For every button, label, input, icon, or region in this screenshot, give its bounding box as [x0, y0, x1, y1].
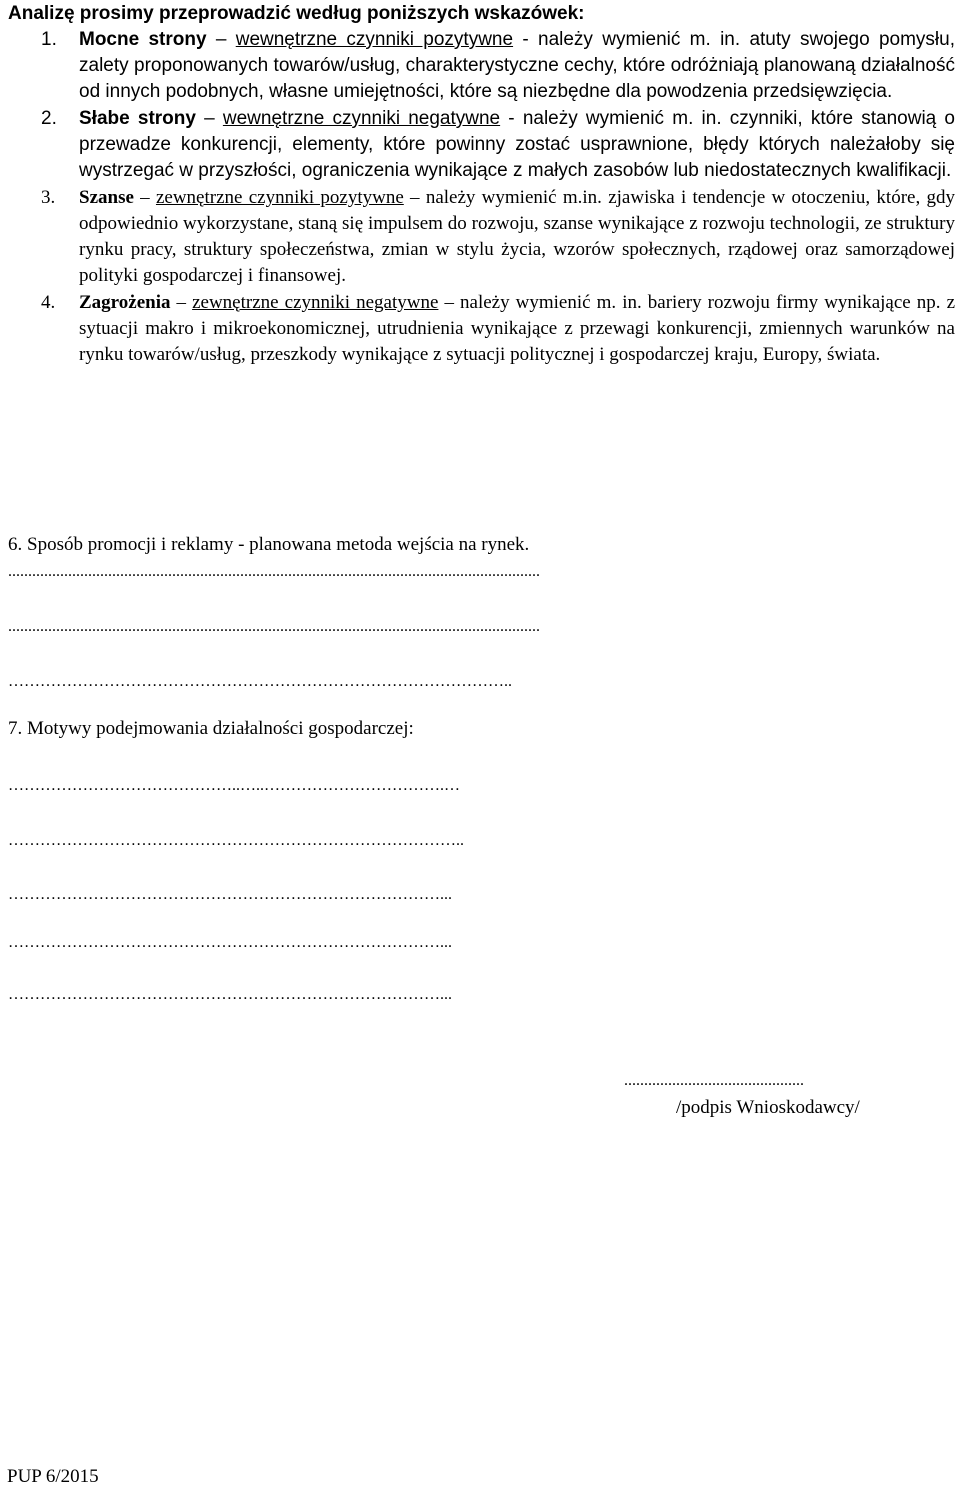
footer-code: PUP 6/2015: [7, 1466, 99, 1487]
item-description: – należy wymienić m. in. bariery rozwoju firmy wynikające np. z sytuacji makro i mikroekonomicznej, utrudnienia wynikające z przewagi konkurencji, zmiennych warunków na rynku towarów/usług, przeszkody wynikające z sytuacji politycznej i gospodarczej kraju, Europy, świata.: [79, 292, 956, 365]
answer-line[interactable]: ………………………………………………………………………...: [8, 986, 452, 1003]
item-description: – należy wymienić m.in. zjawiska i tendencje w otoczeniu, które, gdy odpowiednio wykorzystane, staną się impulsem do rozwoju, szanse wynikające z rozwoju technologii, ze struktury rynku pracy, struktury społeczeństwa, zmian w stylu życia, wzorów społecznych, rządowej oraz samorządowej polityki gospodarczej i finansowej.: [79, 187, 955, 286]
item-number: 4.: [41, 292, 56, 313]
item-category: wewnętrzne czynniki negatywne: [222, 108, 501, 129]
section-7-label: 7. Motywy podejmowania działalności gospodarczej:: [8, 718, 414, 739]
answer-line[interactable]: …………………………………………………………………………………..: [8, 673, 512, 690]
swot-item-strengths: 1. Mocne strony – wewnętrzne czynniki pozytywne - należy wymienić m. in. atuty swojego pomysłu, zalety proponowanych towarów/usług, charakterystyczne cechy, które odróżniają planowaną działalność od innych podobnych, własne umiejętności, które są niezbędne dla powodzenia przedsięwzięcia.: [41, 29, 955, 102]
swot-item-weaknesses: 2. Słabe strony – wewnętrzne czynniki negatywne - należy wymienić m. in. czynniki, które stanowią o przewadze konkurencji, elementy, które powinny zostać usprawnione, błędy których należałoby się wystrzegać w przyszłości, ograniczenia wynikające z małych zasobów lub niedostatecznych kwalifikacji.: [41, 108, 955, 181]
answer-line[interactable]: ………………………………………………………………………...: [8, 934, 452, 951]
item-number: 3.: [41, 187, 56, 208]
signature-label: /podpis Wnioskodawcy/: [676, 1097, 860, 1118]
item-heading: Szanse: [79, 187, 134, 208]
answer-line[interactable]: .....................................................................................................................................: [8, 618, 540, 635]
item-description: - należy wymienić m. in. czynniki, które stanowią o przewadze konkurencji, elementy, które powinny zostać usprawnione, błędy których należałoby się wystrzegać w przyszłości, ograniczenia wynikające z małych zasobów lub niedostatecznych kwalifikacji.: [79, 108, 955, 181]
answer-line[interactable]: ………………………………………………………………………...: [8, 886, 452, 903]
signature-line[interactable]: .............................................: [624, 1072, 804, 1089]
item-heading: Mocne strony: [79, 29, 207, 50]
item-number: 1.: [41, 29, 57, 50]
answer-line[interactable]: ……………………………………..…..…………………………….…: [8, 777, 460, 794]
item-description: - należy wymienić m. in. atuty swojego pomysłu, zalety proponowanych towarów/usług, charakterystyczne cechy, które odróżniają planowaną działalność od innych podobnych, własne umiejętności, które są niezbędne dla powodzenia przedsięwzięcia.: [79, 29, 955, 102]
answer-line[interactable]: …………………………………………………………………………..: [8, 832, 464, 849]
swot-instructions: [8, 1, 955, 368]
section-6-label: 6. Sposób promocji i reklamy - planowana metoda wejścia na rynek.: [8, 534, 530, 555]
item-category: zewnętrzne czynniki pozytywne: [155, 187, 404, 208]
answer-line[interactable]: .....................................................................................................................................: [8, 563, 540, 580]
item-heading: Zagrożenia: [79, 292, 171, 313]
item-heading: Słabe strony: [79, 108, 196, 129]
item-number: 2.: [41, 108, 57, 129]
item-category: wewnętrzne czynniki pozytywne: [235, 29, 514, 50]
instructions-title: Analizę prosimy przeprowadzić według poniższych wskazówek:: [8, 3, 585, 24]
item-category: zewnętrzne czynniki negatywne: [192, 292, 439, 313]
swot-item-opportunities: 3. Szanse – zewnętrzne czynniki pozytywne – należy wymienić m.in. zjawiska i tendencje w otoczeniu, które, gdy odpowiednio wykorzystane, staną się impulsem do rozwoju, szanse wynikające z rozwoju technologii, ze struktury rynku pracy, struktury społeczeństwa, zmian w stylu życia, wzorów społecznych, rządowej oraz samorządowej polityki gospodarczej i finansowej.: [41, 187, 955, 286]
swot-item-threats: 4. Zagrożenia – zewnętrzne czynniki negatywne – należy wymienić m. in. bariery rozwoju firmy wynikające np. z sytuacji makro i mikroekonomicznej, utrudnienia wynikające z przewagi konkurencji, zmiennych warunków na rynku towarów/usług, przeszkody wynikające z sytuacji politycznej i gospodarczej kraju, Europy, świata.: [41, 292, 956, 365]
